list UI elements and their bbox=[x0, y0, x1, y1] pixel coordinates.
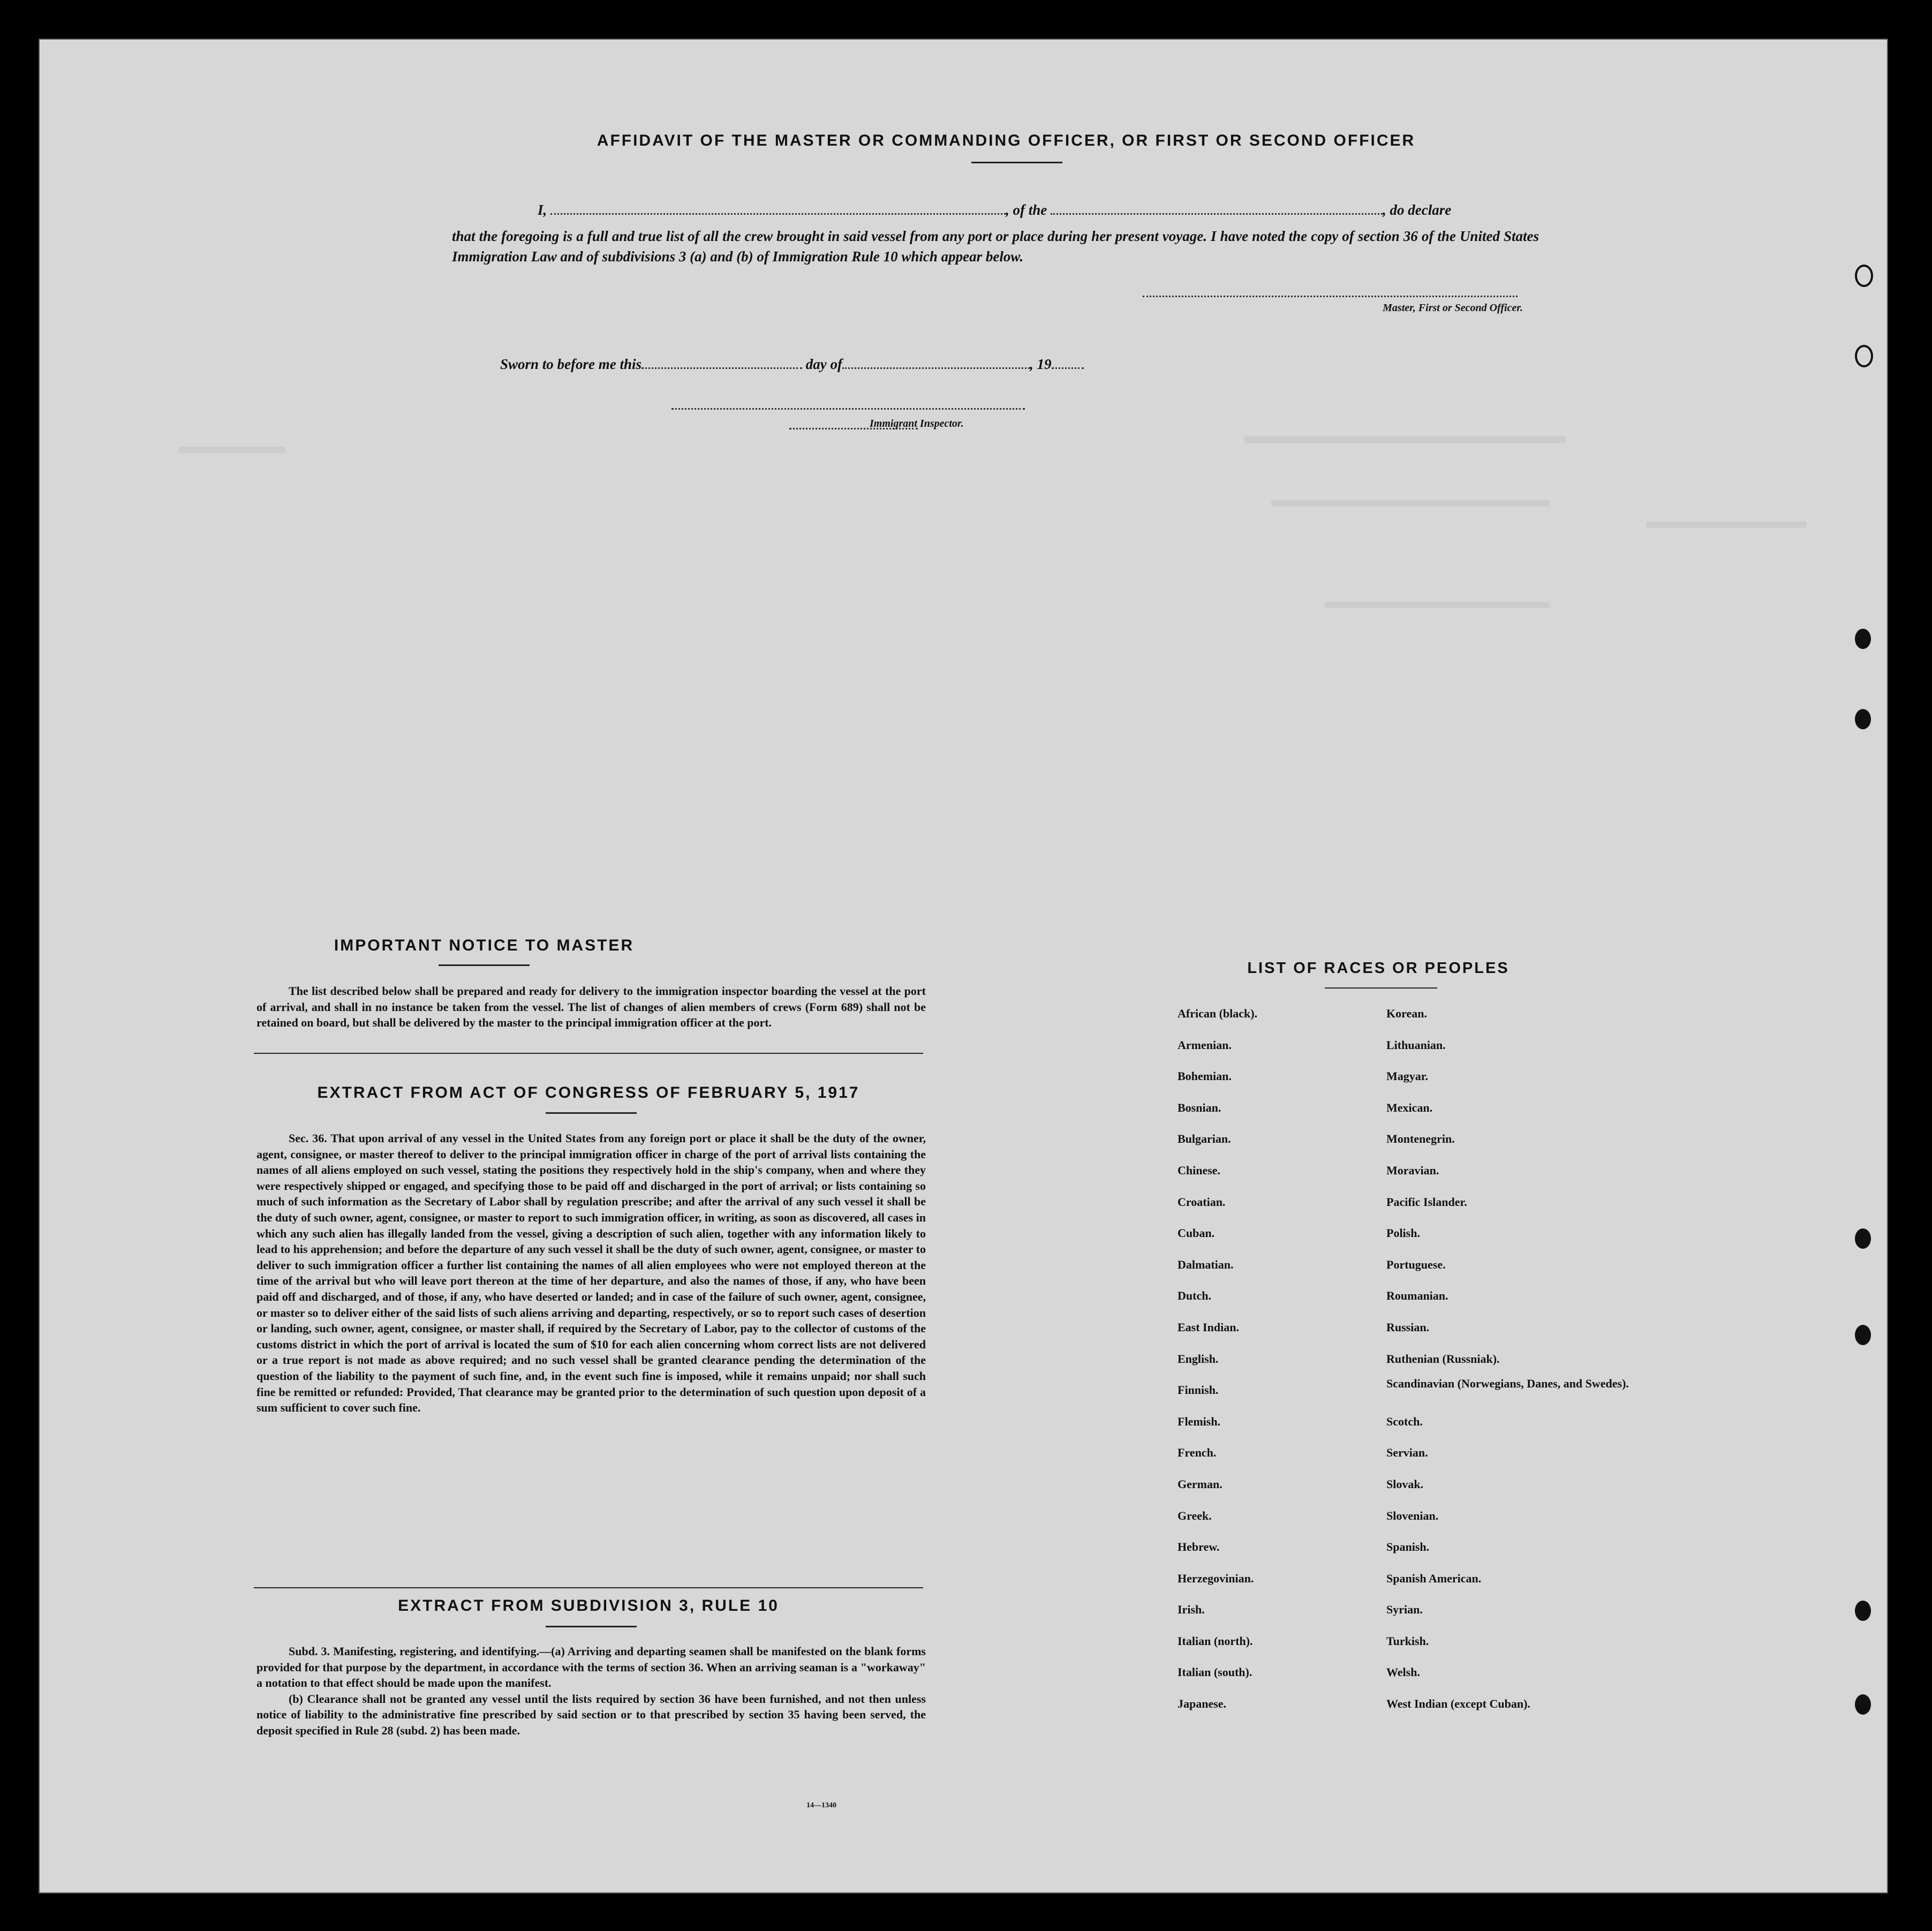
declarant-name-blank bbox=[550, 200, 1006, 215]
binder-hole bbox=[1855, 265, 1873, 287]
race-item: Bohemian. bbox=[1178, 1069, 1232, 1083]
race-item: Hebrew. bbox=[1178, 1540, 1220, 1554]
title-underline bbox=[971, 162, 1062, 163]
race-item: Bosnian. bbox=[1178, 1100, 1221, 1114]
race-item: Japanese. bbox=[1178, 1697, 1227, 1711]
affidavit-declaration-line bbox=[538, 200, 1539, 218]
signature-label: Master, First or Second Officer. bbox=[1383, 302, 1523, 314]
race-item: Portuguese. bbox=[1386, 1257, 1446, 1271]
rule-extract-underline bbox=[546, 1626, 637, 1627]
race-item: German. bbox=[1178, 1477, 1222, 1491]
act-extract-underline bbox=[546, 1112, 637, 1114]
vessel-name-blank bbox=[1051, 200, 1383, 215]
sworn-prefix: Sworn to before me this bbox=[500, 356, 642, 372]
affidavit-body: that the foregoing is a full and true list of all the crew brought in said vessel from any port or place during her present voyage. I have noted the copy of section 36 of the United States Immigration Law and of subdivisions 3 (a) and (b) of Immigration Rule 10 which appear below. bbox=[452, 228, 1539, 265]
race-item: Bulgarian. bbox=[1178, 1132, 1231, 1146]
signature-blank bbox=[1143, 296, 1518, 297]
race-item: Spanish American. bbox=[1386, 1571, 1482, 1585]
race-item: Turkish. bbox=[1386, 1634, 1429, 1648]
race-item: Magyar. bbox=[1386, 1069, 1429, 1083]
rule-extract-body bbox=[256, 1643, 926, 1738]
race-item: Korean. bbox=[1386, 1007, 1427, 1020]
race-item: English. bbox=[1178, 1352, 1219, 1366]
act-extract-text: Sec. 36. That upon arrival of any vessel in the United States from any foreign port or place it shall be the duty of the owner, agent, consignee, or master thereof to deliver to the principal immigration officer in charge of the port of arrival lists containing the names of all aliens employed on such vessel, stating the positions they respectively hold in the ship's company, when and where they were respectively shipped or engaged, and specifying those to be paid off and discharged in the port of arrival; or lists containing so much of such information as the Secretary of Labor shall by regulation prescribe; and after the arrival of any such vessel it shall be the duty of such owner, agent, consignee, or master to report to such immigration officer, in writing, as soon as discovered, all cases in which any such alien has illegally landed from the vessel, giving a description of such alien, together with any information likely to lead to his apprehension; and before the departure of any such vessel it shall be the duty of such owner, agent, consignee, or master to deliver to such immigration officer a further list containing the names of all alien employees who were not employed thereon at the time of the arrival but who will leave port thereon at the time of her departure, and also the names of those, if any, who have been paid off and discharged, and of those, if any, who have deserted or landed; and in case of the failure of such owner, agent, consignee, or master so to deliver either of the said lists of such aliens arriving and departing, respectively, or so to report such cases of desertion or landing, such owner, agent, consignee, or master shall, if required by the Secretary of Labor, pay to the collector of customs of the customs district in which the port of arrival is located the sum of $10 for each alien concerning whom correct lists are not delivered or a true report is not made as above required; and no such vessel shall be granted clearance pending the determination of the question of the liability to the payment of such fine, and, in the event such fine is imposed, while it remains unpaid; nor shall such fine be remitted or refunded: Provided, That clearance may be granted prior to the determination of such question upon deposit of a sum sufficient to cover such fine. bbox=[256, 1132, 926, 1415]
binder-hole bbox=[1855, 709, 1871, 729]
declare-label: , do declare bbox=[1383, 202, 1452, 218]
race-item: Russian. bbox=[1386, 1320, 1430, 1334]
form-number: 14—1340 bbox=[806, 1801, 836, 1809]
rule-paragraph-b: (b) Clearance shall not be granted any vessel until the lists required by section 36 have been furnished, and not then unless notice of liability to the administrative fine prescribed by said section or to that prescribed by section 35 having been served, the deposit specified in Rule 28 (subd. 2) has been made. bbox=[256, 1692, 926, 1737]
races-right-column bbox=[1386, 998, 1638, 1720]
bleed-through-mark bbox=[1271, 500, 1550, 507]
sworn-day-blank bbox=[642, 354, 802, 369]
race-item: West Indian (except Cuban). bbox=[1386, 1697, 1530, 1711]
race-item: Dalmatian. bbox=[1178, 1257, 1234, 1271]
sworn-year: , 19 bbox=[1030, 356, 1052, 372]
race-item: Syrian. bbox=[1386, 1603, 1423, 1617]
affidavit-title: AFFIDAVIT OF THE MASTER OR COMMANDING OFFICER, OR FIRST OR SECOND OFFICER bbox=[597, 132, 1416, 149]
binder-hole bbox=[1855, 1601, 1871, 1621]
race-item: Chinese. bbox=[1178, 1163, 1221, 1177]
race-item: Moravian. bbox=[1386, 1163, 1439, 1177]
race-item: Croatian. bbox=[1178, 1195, 1226, 1209]
race-item: Mexican. bbox=[1386, 1100, 1433, 1114]
notice-underline bbox=[439, 964, 530, 966]
race-item: Lithuanian. bbox=[1386, 1038, 1446, 1052]
bleed-through-mark bbox=[1244, 436, 1566, 443]
race-item: Servian. bbox=[1386, 1446, 1428, 1460]
binder-hole bbox=[1855, 345, 1873, 367]
inspector-signature-blank bbox=[671, 408, 1025, 410]
race-item: Scandinavian (Norwegians, Danes, and Swedes). bbox=[1386, 1377, 1629, 1391]
race-item: Polish. bbox=[1386, 1226, 1420, 1240]
race-item: French. bbox=[1178, 1446, 1217, 1460]
binder-hole bbox=[1855, 1228, 1871, 1249]
race-item: Flemish. bbox=[1178, 1414, 1221, 1428]
race-item: Cuban. bbox=[1178, 1226, 1215, 1240]
bleed-through-mark bbox=[1646, 522, 1807, 528]
section-divider bbox=[254, 1587, 923, 1588]
sworn-month-blank bbox=[842, 354, 1030, 369]
sworn-year-blank bbox=[1052, 354, 1084, 369]
race-item: Spanish. bbox=[1386, 1540, 1430, 1554]
race-item: Scotch. bbox=[1386, 1414, 1423, 1428]
binder-hole bbox=[1855, 629, 1871, 649]
race-item: East Indian. bbox=[1178, 1320, 1239, 1334]
bleed-through-mark bbox=[179, 447, 286, 453]
race-item: Herzegovinian. bbox=[1178, 1571, 1254, 1585]
race-item: Welsh. bbox=[1386, 1665, 1420, 1679]
notice-title: IMPORTANT NOTICE TO MASTER bbox=[334, 937, 635, 954]
race-item: Ruthenian (Russniak). bbox=[1386, 1352, 1500, 1366]
races-underline bbox=[1325, 987, 1437, 989]
race-item: Italian (south). bbox=[1178, 1665, 1252, 1679]
race-item: Montenegrin. bbox=[1386, 1132, 1455, 1146]
race-item: Dutch. bbox=[1178, 1289, 1211, 1303]
bleed-through-mark bbox=[1325, 602, 1550, 608]
declarant-prefix: I, bbox=[538, 202, 547, 218]
rule-paragraph-a: Subd. 3. Manifesting, registering, and identifying.—(a) Arriving and departing seamen shall be manifested on the blank forms provided for that purpose by the department, in accordance with the terms of section 36. When an arriving seaman is a "workaway" a notation to that effect should be made upon the manifest. bbox=[256, 1645, 926, 1689]
race-item: Irish. bbox=[1178, 1603, 1205, 1617]
race-item: Greek. bbox=[1178, 1508, 1212, 1522]
races-left-column bbox=[1178, 998, 1381, 1720]
race-item: Slovak. bbox=[1386, 1477, 1424, 1491]
binder-hole bbox=[1855, 1694, 1871, 1715]
of-the-label: , of the bbox=[1006, 202, 1047, 218]
sworn-line bbox=[500, 354, 1250, 373]
act-extract-title: EXTRACT FROM ACT OF CONGRESS OF FEBRUARY 5, 1917 bbox=[317, 1084, 860, 1102]
races-title: LIST OF RACES OR PEOPLES bbox=[1247, 960, 1510, 977]
rule-extract-title: EXTRACT FROM SUBDIVISION 3, RULE 10 bbox=[398, 1597, 779, 1615]
race-item: Armenian. bbox=[1178, 1038, 1232, 1052]
race-item: African (black). bbox=[1178, 1007, 1258, 1020]
binder-hole bbox=[1855, 1325, 1871, 1345]
race-item: Roumanian. bbox=[1386, 1289, 1448, 1303]
race-item: Italian (north). bbox=[1178, 1634, 1253, 1648]
section-divider bbox=[254, 1053, 923, 1054]
race-item: Slovenian. bbox=[1386, 1508, 1439, 1522]
document-page bbox=[39, 39, 1888, 1894]
sworn-day-of: day of bbox=[805, 356, 843, 372]
notice-text: The list described below shall be prepared and ready for delivery to the immigration inspector boarding the vessel at the port of arrival, and shall in no instance be taken from the vessel. The list of changes of alien members of crews (Form 689) shall not be retained on board, but shall be delivered by the master to the principal immigration officer at the port. bbox=[256, 984, 926, 1029]
race-item: Pacific Islander. bbox=[1386, 1195, 1467, 1209]
inspector-label: Immigrant Inspector. bbox=[870, 418, 964, 429]
race-item: Finnish. bbox=[1178, 1383, 1219, 1397]
